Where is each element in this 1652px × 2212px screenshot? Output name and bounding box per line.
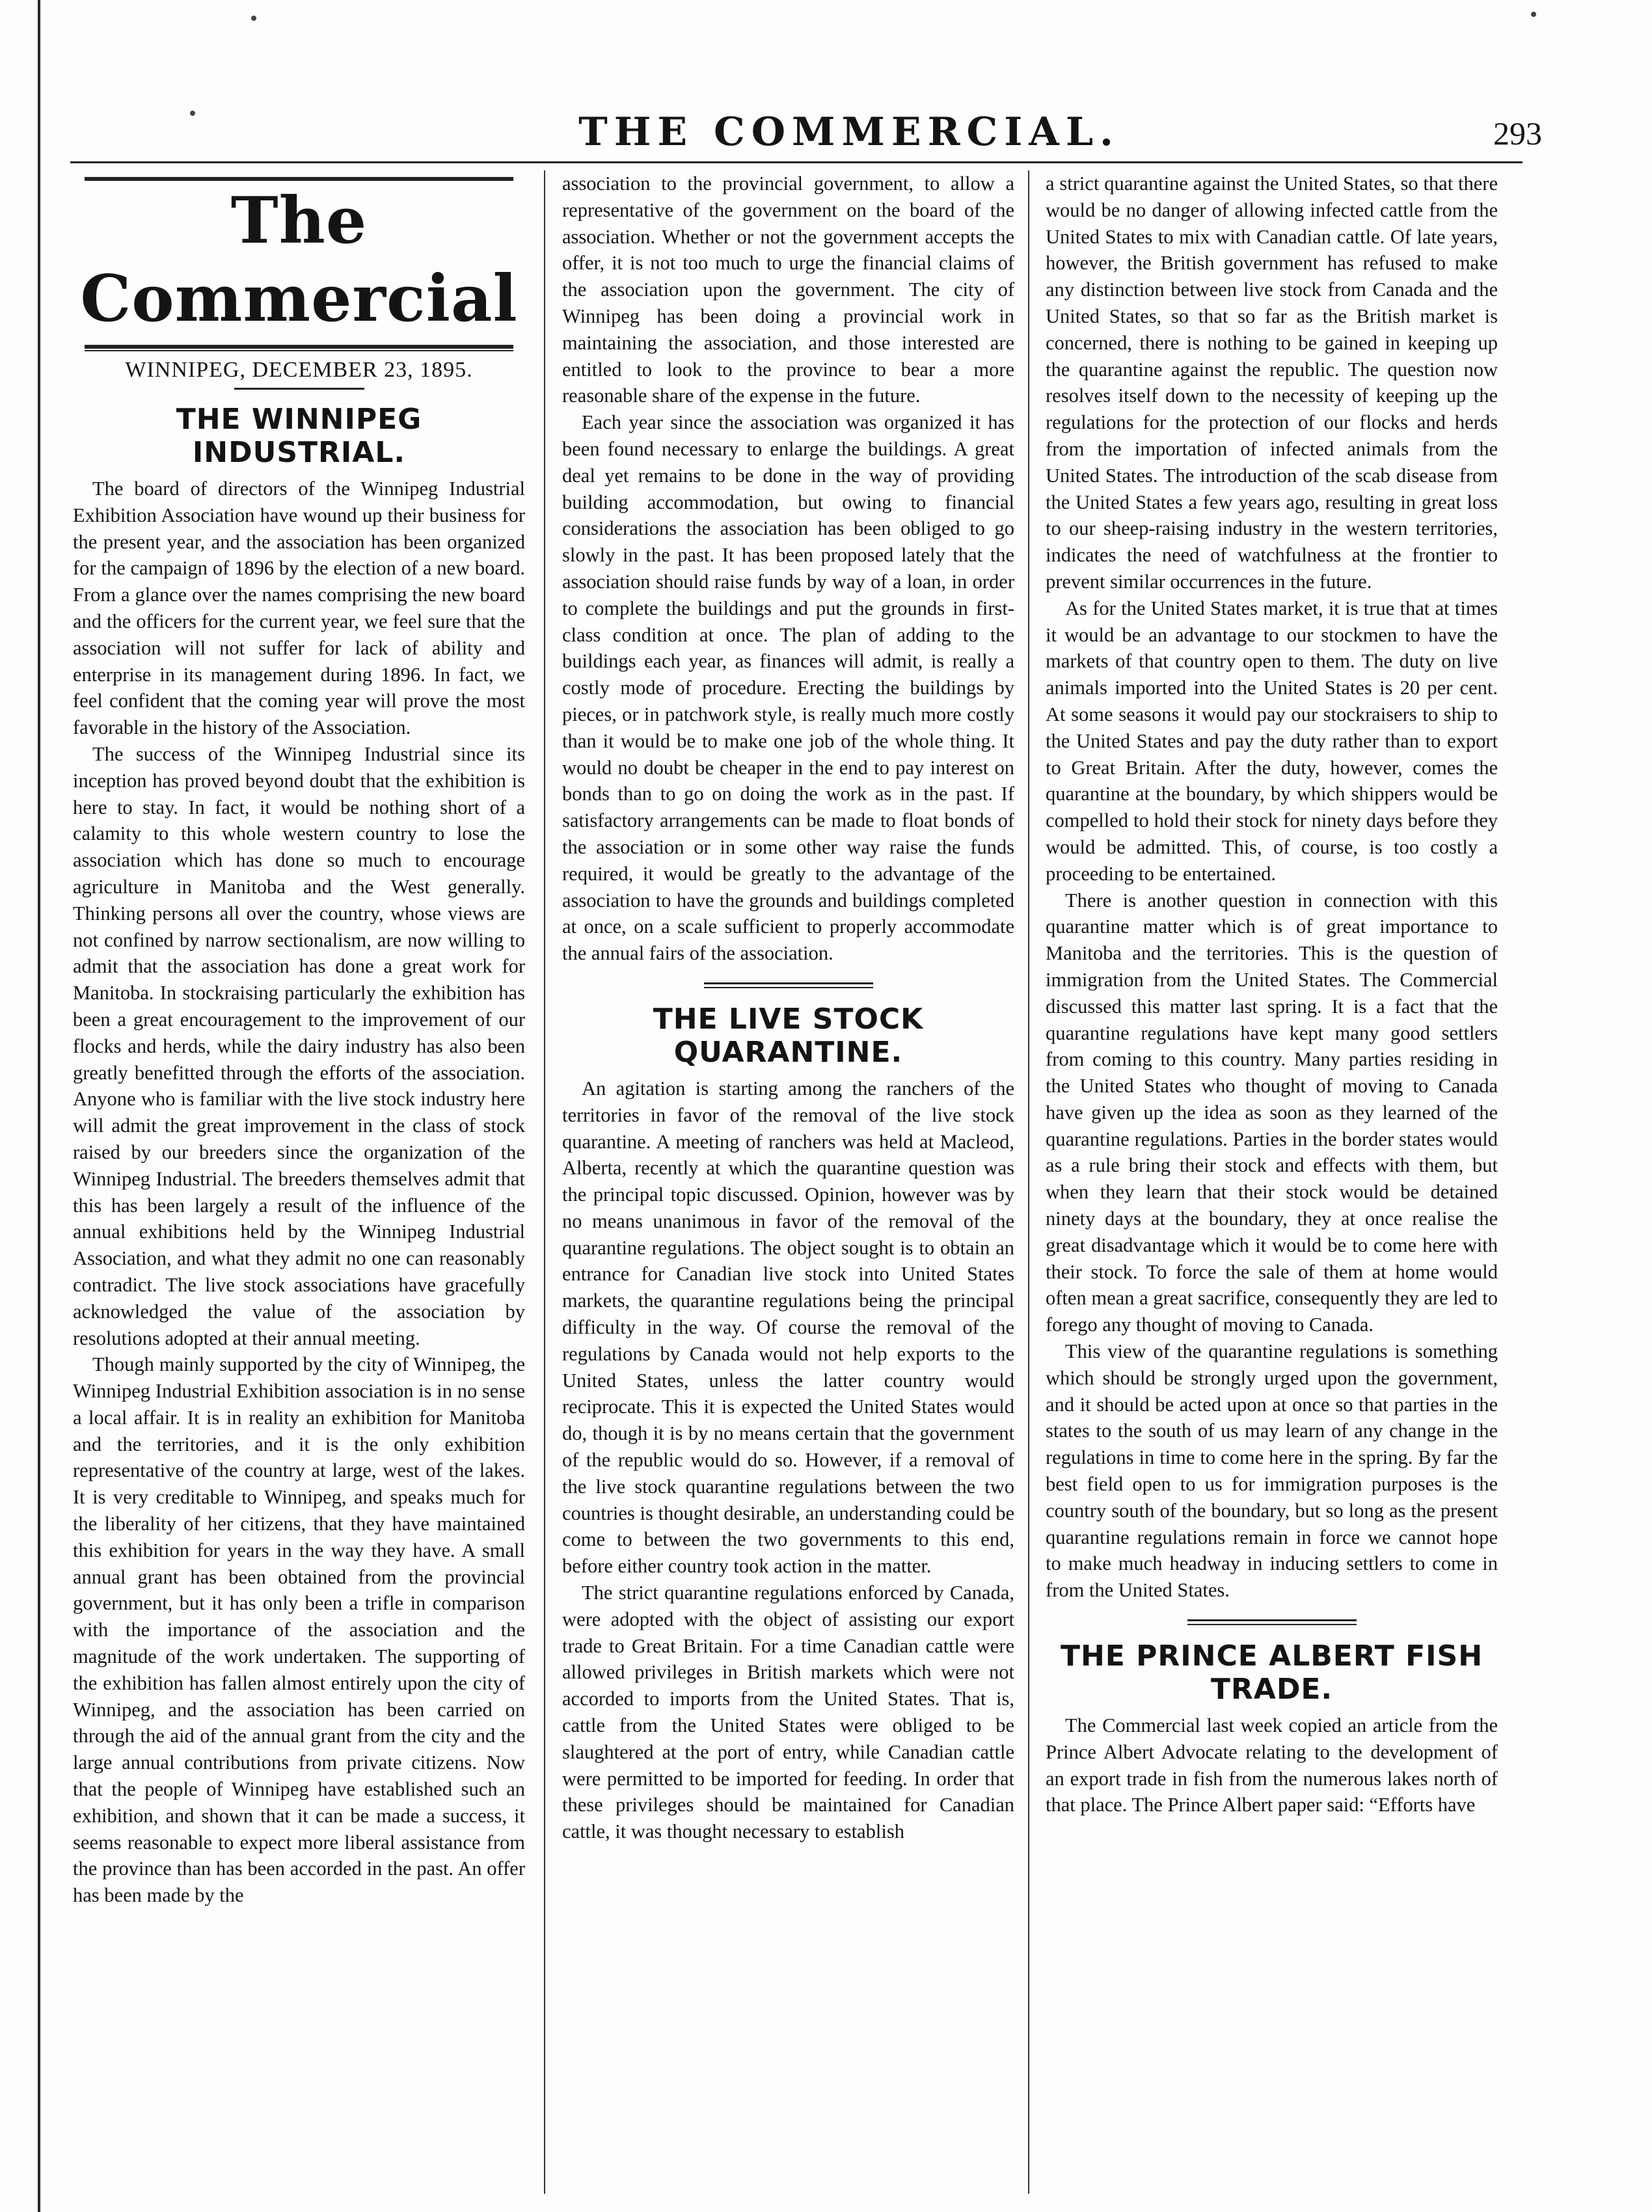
- page-edge-line: [38, 0, 40, 2212]
- article-headline: THE WINNIPEG INDUSTRIAL.: [176, 403, 422, 469]
- article-headline: THE PRINCE ALBERT FISH TRADE.: [1060, 1639, 1483, 1706]
- article-paragraph: The success of the Winnipeg Industrial since its inception has proved beyond doubt that the exhibition is here to stay. In fact, it would be nothing short of a calamity to this whole western country to lose the association which has done so much to encourage agriculture in Manitoba and the West generally. Thinking persons all over the country, whose views are not confined by narrow sectionalism, are now willing to admit that the association has done a great work for Manitoba. In stockraising particularly the exhibition has been a great encouragement to the improvement of our flocks and herds, while the dairy industry has also been greatly benefitted through the efforts of the association. Anyone who is familiar with the live stock industry here will admit the great improvement in the class of stock raised by our breeders since the organization of the Winnipeg Industrial. The breeders themselves admit that this has been largely a result of the influence of the annual exhibitions held by the Winnipeg Industrial Association, and what they admit no one can reasonably contradict. The live stock associations have gracefully acknowledged the value of the association by resolutions adopted at their annual meeting.: [73, 742, 525, 1349]
- article-prince-albert-fish-trade: [1046, 1639, 1498, 1818]
- dateline: WINNIPEG, DECEMBER 23, 1895.: [125, 358, 473, 382]
- masthead-thin-rule: [85, 350, 513, 351]
- article-paragraph: The board of directors of the Winnipeg Industrial Exhibition Association have wound up their business for the present year, and the association has been organized for the campaign of 1896 by the election of a new board. From a glance over the names comprising the new board and the officers for the current year, we feel sure that the association will not suffer for lack of ability and enterprise in its management during 1896. In fact, we feel confident that the coming year will prove the most favorable in the history of the Association.: [73, 478, 525, 739]
- article-paragraph: association to the provincial government, to allow a representative of the government on the board of the association. Whether or not the government accepts the offer, it is not too much to urge the financial claims of the association upon the government. The city of Winnipeg has been doing a provincial work in maintaining the association, and those interested are entitled to look to the province to bear a more reasonable share of the expense in the future.: [562, 172, 1014, 407]
- article-headline: THE LIVE STOCK QUARANTINE.: [653, 1002, 924, 1069]
- article-paragraph: The Commercial last week copied an article from the Prince Albert Advocate relating to the development of an export trade in fish from the numerous lakes north of that place. The Prince Albert paper said: “Efforts have: [1046, 1714, 1498, 1816]
- section-divider-rule: [1187, 1619, 1357, 1621]
- article-winnipeg-industrial: [73, 403, 525, 1909]
- page-number: 293: [1493, 115, 1542, 152]
- article-paragraph: Though mainly supported by the city of Winnipeg, the Winnipeg Industrial Exhibition association is in no sense a local affair. It is in reality an exhibition for Manitoba and the territories, and it is the only exhibition representative of the country at large, west of the lakes. It is very creditable to Winnipeg, and speaks much for the liberality of her citizens, that they have maintained this exhibition for years in the way they have. A small annual grant has been obtained from the provincial government, but it has only been a trifle in comparison with the importance of the association and the magnitude of the work undertaken. The supporting of the exhibition has fallen almost entirely upon the city of Winnipeg, and the association has been carried on through the aid of the annual grant from the city and the large annual contributions from private citizens. Now that the people of Winnipeg have established such an exhibition, and shown that it can be made a success, it seems reasonable to expect more liberal assistance from the province than has been accorded in the past. An offer has been made by the: [73, 1353, 525, 1907]
- header-rule: [70, 161, 1523, 163]
- running-head-title: THE COMMERCIAL.: [578, 109, 1120, 155]
- section-divider-rule: [1187, 1624, 1357, 1625]
- print-speck: [1531, 12, 1536, 17]
- column-1: [73, 170, 525, 2194]
- running-head: [182, 109, 1542, 155]
- column-rule-right: [1028, 170, 1029, 2194]
- column-3: [1046, 170, 1498, 2194]
- masthead-top-rule: [85, 177, 513, 181]
- article-paragraph: An agitation is starting among the ranchers of the territories in favor of the removal of the live stock quarantine. A meeting of ranchers was held at Macleod, Alberta, recently at which the quarantine question was the principal topic discussed. Opinion, however was by no means unanimous in favor of the removal of the quarantine regulations. The object sought is to obtain an entrance for Canadian live stock into United States markets, the quarantine regulations being the principal difficulty in the way. Of course the removal of the regulations by Canada would not help exports to the United States, unless the latter country would reciprocate. This it is expected the United States would do, though it is by no means certain that the government of the republic would do so. However, if a removal of the live stock quarantine regulations between the two countries is thought desirable, an understanding could be come to between the two governments to this end, before either country took action in the matter.: [562, 1077, 1014, 1578]
- masthead-thick-rule: [85, 345, 513, 349]
- section-divider-rule: [704, 982, 873, 984]
- article-live-stock-quarantine: [562, 1003, 1014, 1845]
- article-paragraph: This view of the quarantine regulations is something which should be strongly urged upon the government, and it should be acted upon at once so that parties in the states to the south of us may learn of any change in the regulations in time to come here in the spring. By far the best field open to us for immigration purposes is the country south of the boundary, but so long as the present quarantine regulations remain in force we cannot hope to make much headway in inducing settlers to come in from the United States.: [1046, 1340, 1498, 1602]
- article-paragraph: Each year since the association was organized it has been found necessary to enlarge the buildings. A great deal yet remains to be done in the way of providing building accommodation, but owing to financial considerations the association has been obliged to go slowly in the past. It has been proposed lately that the association should raise funds by way of a loan, in order to complete the buildings and put the grounds in first-class condition at once. The plan of adding to the buildings each year, as finances will admit, is really a costly mode of procedure. Erecting the buildings by pieces, or in patchwork style, is really much more costly than it would be to make one job of the whole thing. It would no doubt be cheaper in the end to pay interest on bonds than to go on doing the work as in the past. If satisfactory arrangements can be made to float bonds of the association or in some other way raise the funds required, it would be greatly to the advantage of the association to have the grounds and buildings completed at once, on a scale sufficient to properly accommodate the annual fairs of the association.: [562, 411, 1014, 965]
- section-divider-rule: [704, 987, 873, 988]
- dateline-rule: [234, 388, 364, 390]
- column-2: [562, 170, 1014, 2194]
- article-winnipeg-industrial-continued: [562, 170, 1014, 967]
- article-paragraph: As for the United States market, it is true that at times it would be an advantage to our stockmen to have the markets of that country open to them. The duty on live animals imported into the United States is 20 per cent. At some seasons it would pay our stockraisers to ship to the United States and pay the duty rather than to export to Great Britain. After the duty, however, comes the quarantine at the boundary, by which shippers would be compelled to hold their stock for ninety days before they would be admitted. This, of course, is too costly a proceeding to be entertained.: [1046, 597, 1498, 885]
- print-speck: [251, 16, 256, 21]
- article-paragraph: There is another question in connection with this quarantine matter which is of great importance to Manitoba and the territories. This is the question of immigration from the United States. The Commercial discussed this matter last spring. It is a fact that the quarantine regulations have kept many good settlers from coming to this country. Many parties residing in the United States who thought of moving to Canada have given up the idea as soon as they learned of the quarantine regulations. Parties in the border states would as a rule bring their stock and effects with them, but when they learn that their stock would be detained ninety days at the boundary, they at once realise the great disadvantage which it would be to come here with their stock. To force the sale of them at home would often mean a great sacrifice, consequently they are led to forego any thought of moving to Canada.: [1046, 889, 1498, 1336]
- paper-name: The Commercial: [80, 183, 518, 336]
- print-speck: [190, 111, 195, 116]
- article-paragraph: a strict quarantine against the United States, so that there would be no danger of allowing infected cattle from the United States to mix with Canadian cattle. Of late years, however, the British government has refused to make any distinction between live stock from Canada and the United States, so that so far as the British market is concerned, there is nothing to be gained in keeping up the quarantine against the republic. The question now resolves itself down to the necessity of keeping up the regulations for the protection of our flocks and herds from the importation of infected animals from the United States. The introduction of the scab disease from the United States a few years ago, resulting in great loss to our sheep-raising industry in the western territories, indicates the need of watchfulness at the frontier to prevent similar occurrences in the future.: [1046, 172, 1498, 593]
- article-live-stock-quarantine-continued: [1046, 170, 1498, 1604]
- article-paragraph: The strict quarantine regulations enforced by Canada, were adopted with the object of assisting our export trade to Great Britain. For a time Canadian cattle were allowed privileges in British markets which were not accorded to imports from the United States. That is, cattle from the United States were obliged to be slaughtered at the port of entry, while Canadian cattle were permitted to be imported for feeding. In order that these privileges should be maintained for Canadian cattle, it was thought necessary to establish: [562, 1582, 1014, 1843]
- column-rule-left: [544, 170, 545, 2194]
